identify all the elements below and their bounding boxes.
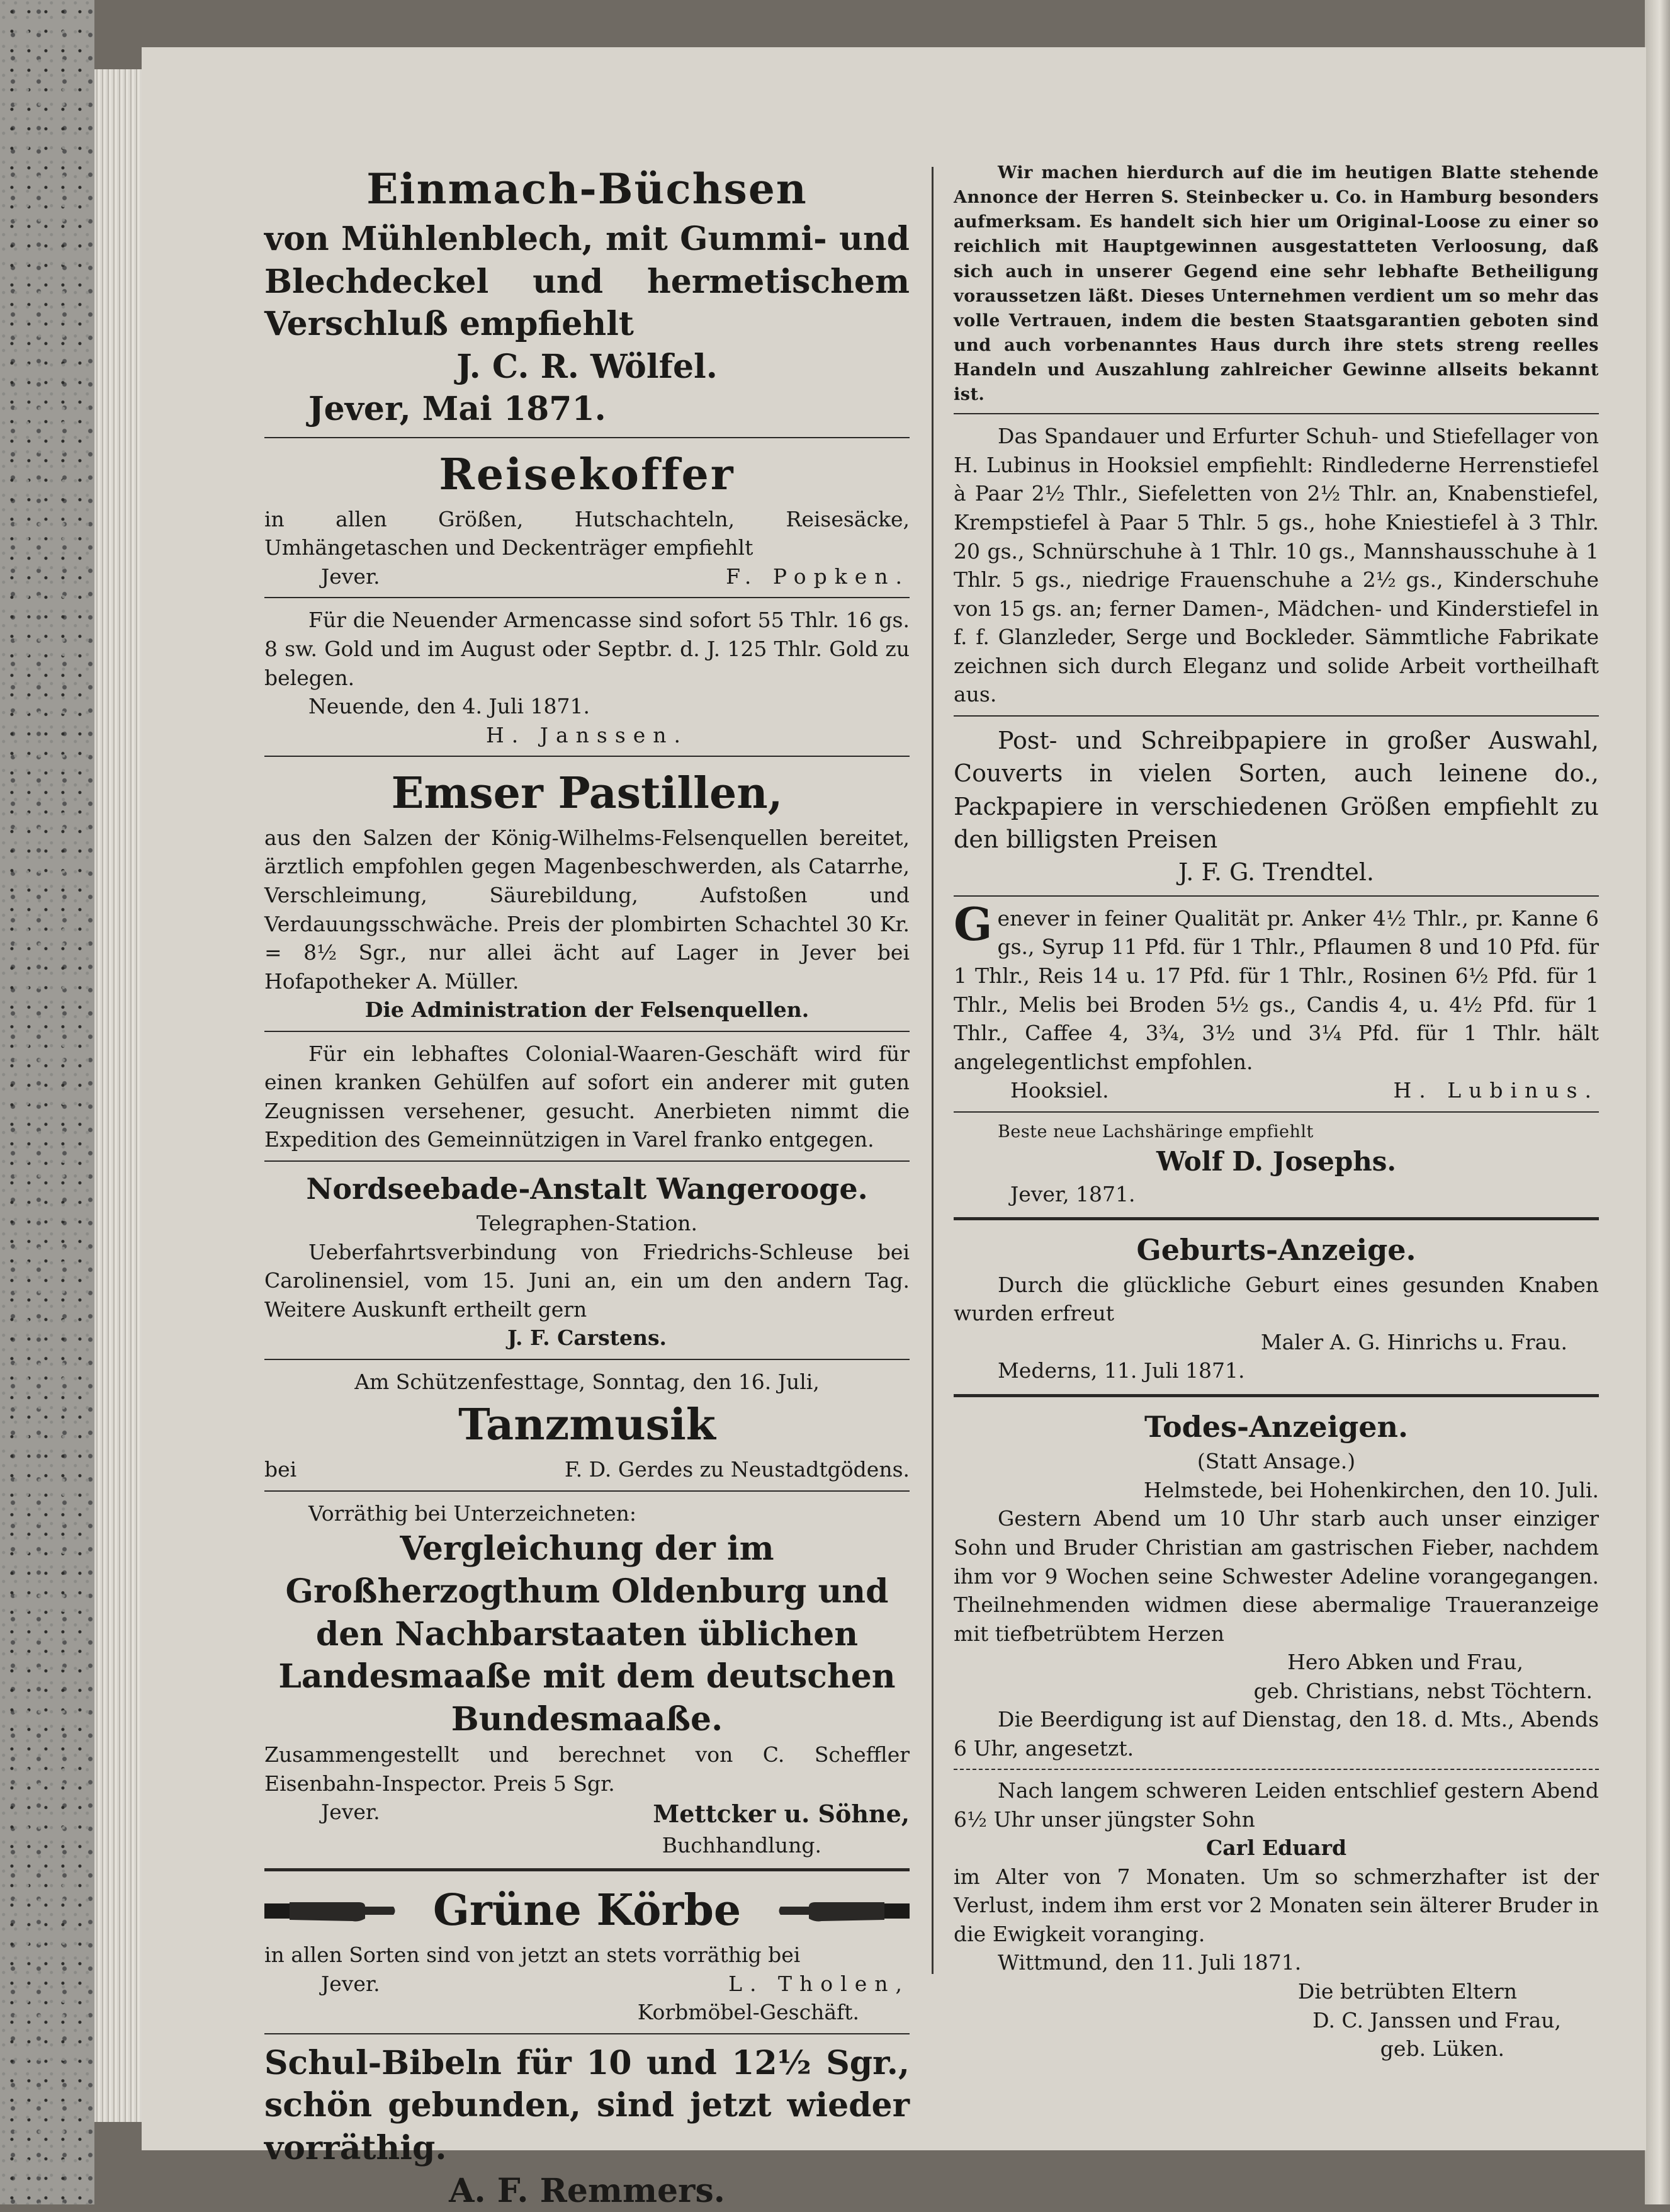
ad-text: Ueberfahrtsverbindung von Friedrichs-Schleuse bei Carolinensiel, vom 15. Juni an, ein um den andern Tag. Weitere Auskunft ertheilt gern bbox=[264, 1239, 910, 1322]
ad-text: in allen Sorten sind von jetzt an stets vorräthig bei bbox=[264, 1943, 801, 1968]
divider bbox=[954, 715, 1599, 717]
ad-place: Hooksiel. bbox=[1010, 1078, 1109, 1103]
ad-schul-bibeln bbox=[264, 2042, 910, 2212]
ad-title: Reisekoffer bbox=[439, 450, 735, 501]
ad-signature-2: geb. Christians, nebst Töchtern. bbox=[1253, 1678, 1593, 1703]
ad-signature-row bbox=[264, 1798, 910, 1830]
divider bbox=[264, 1359, 910, 1360]
book-edge-left bbox=[0, 0, 94, 2204]
page-stack bbox=[94, 69, 145, 2122]
ad-place-date: Helmstede, bei Hohenkirchen, den 10. Juli. bbox=[1143, 1477, 1599, 1502]
newspaper-page bbox=[142, 47, 1646, 2210]
ad-reisekoffer bbox=[264, 446, 910, 591]
ad-dropcap: G bbox=[954, 897, 993, 951]
ad-text: aus den Salzen der König-Wilhelms-Felsenquellen bereitet, ärztlich empfohlen gegen Magenbeschwerden, als Catarrhe, Verschleimung, Säurebildung, Aufstoßen und Verdauungsschwäche. Preis der plombirten Schachtel 30 Kr. = 8½ Sgr., nur allei ächt auf Lager in Jever bei Hofapotheker A. Müller. bbox=[264, 825, 910, 994]
divider bbox=[954, 1111, 1599, 1113]
ad-title-row bbox=[264, 1881, 910, 1941]
ad-signature-2: Buchhandlung. bbox=[662, 1832, 821, 1858]
divider bbox=[954, 895, 1599, 897]
ad-text: Durch die glückliche Geburt eines gesunden Knaben wurden erfreut bbox=[954, 1272, 1599, 1326]
ad-text: Gestern Abend um 10 Uhr starb auch unser einziger Sohn und Bruder Christian am gastrischen Fieber, nachdem ihm vor 9 Wochen seine Schwester Adeline vorangegangen. Theilnehmenden widmen diese abermalige Traueranzeige mit tiefbetrübtem Herzen bbox=[954, 1506, 1599, 1646]
ad-tanzmusik bbox=[264, 1368, 910, 1484]
ad-genever bbox=[954, 897, 1599, 1105]
ad-deceased-name: Carl Eduard bbox=[1205, 1835, 1347, 1861]
ad-papiere bbox=[954, 724, 1599, 889]
ad-signature: H. Janssen. bbox=[485, 722, 689, 747]
ad-signature: J. C. R. Wölfel. bbox=[456, 347, 718, 386]
ad-text-1: Nach langem schweren Leiden entschlief gestern Abend 6½ Uhr unser jüngster Sohn bbox=[954, 1778, 1599, 1832]
ad-signature: Maler A. G. Hinrichs u. Frau. bbox=[1260, 1329, 1567, 1354]
ad-signature: H. Lubinus. bbox=[1393, 1078, 1599, 1103]
ad-text: Für ein lebhaftes Colonial-Waaren-Geschäft wird für einen kranken Gehülfen auf sofort ein anderer mit guten Zeugnissen versehener, gesucht. Anerbieten nimmt die Expedition des Gemeinnützigen in Varel franko entgegen. bbox=[264, 1041, 910, 1152]
ad-signature: Mettcker u. Söhne, bbox=[653, 1800, 910, 1829]
ad-signature: J. F. G. Trendtel. bbox=[1178, 858, 1374, 887]
ad-signature: Die Administration der Felsenquellen. bbox=[364, 997, 810, 1023]
ad-text: Das Spandauer und Erfurter Schuh- und Stiefellager von H. Lubinus in Hooksiel empfiehlt: Rindlederne Herrenstiefel à Paar 2½ Thlr., Siefeletten von 2½ Thlr. an, Knabenstiefel, Krempstiefel à Paar 5 Thlr. 5 gs., hohe Kniestiefel à 3 Thlr. 20 gs., Schnürschuhe à 1 Thlr. 10 gs., Mannshausschuhe à 1 Thlr. 5 gs., niedrige Frauenschuhe a 2½ gs., Kinderschuhe von 15 gs. an; ferner Damen-, Mädchen- und Kinderstiefel in f. f. Glanzleder, Serge und Bockleder. Sämmtliche Fabrikate zeichnen sich durch Eleganz und solide Arbeit vortheilhaft aus. bbox=[954, 424, 1599, 707]
ad-text: Zusammengestellt und berechnet von C. Scheffler Eisenbahn-Inspector. Preis 5 Sgr. bbox=[264, 1742, 910, 1796]
ad-text: Post- und Schreibpapiere in großer Auswahl, Couverts in vielen Sorten, auch leinene do., Packpapiere in verschiedenen Größen empfiehlt zu den billigsten Preisen bbox=[954, 726, 1599, 854]
ad-text: Wir machen hierdurch auf die im heutigen Blatte stehende Annonce der Herren S. Steinbecker u. Co. in Hamburg besonders aufmerksam. Es handelt sich hier um Original-Loose zu einer so reichlich mit Hauptgewinnen ausgestatteten Verloosung, daß sich auch in unserer Gegend eine sehr lebhafte Betheiligung voraussetzen läßt. Dieses Unternehmen verdient um so mehr das volle Vertrauen, indem die besten Staatsgarantien geboten sind und auch vorbenanntes Haus durch ihre stets streng reelles Handeln und Auszahlung zahlreicher Gewinne allseits bekannt ist. bbox=[954, 163, 1599, 405]
ad-text: Für die Neuender Armencasse sind sofort 55 Thlr. 16 gs. 8 sw. Gold und im August oder Septbr. d. J. 125 Thlr. Gold zu belegen. bbox=[264, 608, 910, 690]
divider bbox=[264, 1160, 910, 1162]
ad-signature: L. Tholen, bbox=[728, 1971, 910, 1996]
ad-signature: A. F. Remmers. bbox=[449, 2171, 725, 2210]
ad-colonial-waaren bbox=[264, 1040, 910, 1154]
ad-title: Todes-Anzeigen. bbox=[1144, 1409, 1408, 1444]
ad-text-2: im Alter von 7 Monaten. Um so schmerzhafter ist der Verlust, indem ihm erst vor 2 Monaten sein älterer Bruder in die Ewigkeit voranging. bbox=[954, 1864, 1599, 1946]
divider bbox=[264, 1868, 910, 1871]
divider bbox=[264, 1490, 910, 1492]
divider bbox=[264, 437, 910, 438]
ad-wangerooge bbox=[264, 1169, 910, 1353]
ad-title: Tanzmusik bbox=[458, 1400, 716, 1451]
book-edge-right bbox=[1645, 0, 1670, 2204]
ad-signature: F. Popken. bbox=[726, 564, 910, 589]
ad-title: Vergleichung der im Großherzogthum Oldenburg und den Nachbarstaaten üblichen Landesmaaße mit dem deutschen Bundesmaaße. bbox=[278, 1529, 896, 1738]
ad-title: Grüne Körbe bbox=[432, 1885, 742, 1936]
ad-todes-anzeige-1 bbox=[954, 1407, 1599, 1762]
ad-title: Nordseebade-Anstalt Wangerooge. bbox=[306, 1171, 868, 1206]
divider bbox=[954, 1217, 1599, 1220]
ad-signature-1: Hero Abken und Frau, bbox=[1287, 1650, 1523, 1675]
ad-title: Einmach-Büchsen bbox=[366, 164, 808, 213]
ad-schuhlager bbox=[954, 422, 1599, 708]
ad-steinbecker-lotterie bbox=[954, 161, 1599, 407]
divider bbox=[264, 2033, 910, 2034]
divider bbox=[954, 413, 1599, 414]
ad-place: Jever. bbox=[321, 564, 380, 589]
ad-text: in allen Größen, Hutschachteln, Reisesäcke, Umhängetaschen und Deckenträger empfiehlt bbox=[264, 506, 910, 560]
ad-emser-pastillen bbox=[264, 764, 910, 1024]
ad-signature-row bbox=[954, 1076, 1599, 1105]
ad-text: Beste neue Lachshäringe empfiehlt bbox=[998, 1121, 1314, 1142]
ad-place-date: Jever, 1871. bbox=[1010, 1181, 1136, 1206]
ad-funeral: Die Beerdigung ist auf Dienstag, den 18. d. Mts., Abends 6 Uhr, angesetzt. bbox=[954, 1707, 1599, 1761]
divider bbox=[954, 1769, 1599, 1770]
ad-signature-row bbox=[264, 1455, 910, 1484]
ad-title: Schul-Bibeln für 10 und 12½ Sgr., schön gebunden, sind jetzt wieder vorräthig. bbox=[264, 2043, 910, 2167]
divider bbox=[954, 1394, 1599, 1397]
ad-signature-row bbox=[264, 562, 910, 591]
ad-place-date: Wittmund, den 11. Juli 1871. bbox=[998, 1950, 1302, 1975]
ad-signature-0: Die betrübten Eltern bbox=[1297, 1978, 1517, 2004]
ad-signature-2: geb. Lüken. bbox=[1380, 2036, 1504, 2062]
ad-title: Geburts-Anzeige. bbox=[1136, 1233, 1416, 1268]
ad-subtitle: (Statt Ansage.) bbox=[1197, 1449, 1356, 1474]
ad-place: Jever. bbox=[321, 1971, 380, 1996]
ad-subtitle: Telegraphen-Station. bbox=[477, 1211, 697, 1236]
ad-place-date: Jever, Mai 1871. bbox=[308, 390, 606, 429]
divider bbox=[264, 1031, 910, 1032]
ad-place-date: Mederns, 11. Juli 1871. bbox=[998, 1358, 1245, 1383]
ad-place: Jever. bbox=[321, 1800, 380, 1825]
ad-signature-row bbox=[264, 1970, 910, 1999]
ad-landesmaasse bbox=[264, 1499, 910, 1860]
ad-signature-2: Korbmöbel-Geschäft. bbox=[637, 2000, 859, 2025]
ad-lachshaeringe bbox=[954, 1120, 1599, 1209]
ad-geburts-anzeige bbox=[954, 1230, 1599, 1385]
ad-signature: J. F. Carstens. bbox=[507, 1325, 667, 1351]
divider bbox=[264, 756, 910, 757]
ad-gruene-koerbe bbox=[264, 1881, 910, 2026]
ad-body bbox=[954, 897, 1599, 1076]
ad-signature: Wolf D. Josephs. bbox=[1156, 1145, 1396, 1177]
ad-bei: bei bbox=[264, 1457, 297, 1482]
divider bbox=[264, 597, 910, 598]
ad-einmach-buechsen bbox=[264, 161, 910, 431]
ad-armencasse bbox=[264, 606, 910, 749]
pointing-hand-left-icon bbox=[777, 1896, 910, 1926]
ad-signature-1: D. C. Janssen und Frau, bbox=[1312, 2007, 1561, 2033]
ad-title: Emser Pastillen, bbox=[391, 768, 783, 819]
ad-text: von Mühlenblech, mit Gummi- und Blechdeckel und hermetischem Verschluß empfiehlt bbox=[264, 220, 910, 344]
left-column bbox=[264, 161, 910, 2212]
ad-place-date: Neuende, den 4. Juli 1871. bbox=[308, 694, 590, 719]
pointing-hand-right-icon bbox=[264, 1896, 397, 1926]
column-divider bbox=[932, 167, 934, 1974]
ad-todes-anzeige-2 bbox=[954, 1776, 1599, 2063]
ad-text: enever in feiner Qualität pr. Anker 4½ Thlr., pr. Kanne 6 gs., Syrup 11 Pfd. für 1 Thlr., Pflaumen 8 und 10 Pfd. für 1 Thlr., Reis 14 u. 17 Pfd. für 1 Thlr., Rosinen 6½ Pfd. für 1 Thlr., Melis bei Broden 5½ gs., Candis 4, u. 4½ Pfd. für 1 Thlr., Caffee 4, 3¾, 3½ und 3¼ Pfd. für 1 Thlr. hält angelegentlichst empfohlen. bbox=[954, 905, 1599, 1074]
ad-host: F. D. Gerdes zu Neustadtgödens. bbox=[564, 1457, 910, 1482]
ad-line: Am Schützenfesttage, Sonntag, den 16. Juli, bbox=[354, 1369, 820, 1394]
ad-intro: Vorräthig bei Unterzeichneten: bbox=[308, 1500, 637, 1526]
right-column bbox=[954, 161, 1599, 2063]
